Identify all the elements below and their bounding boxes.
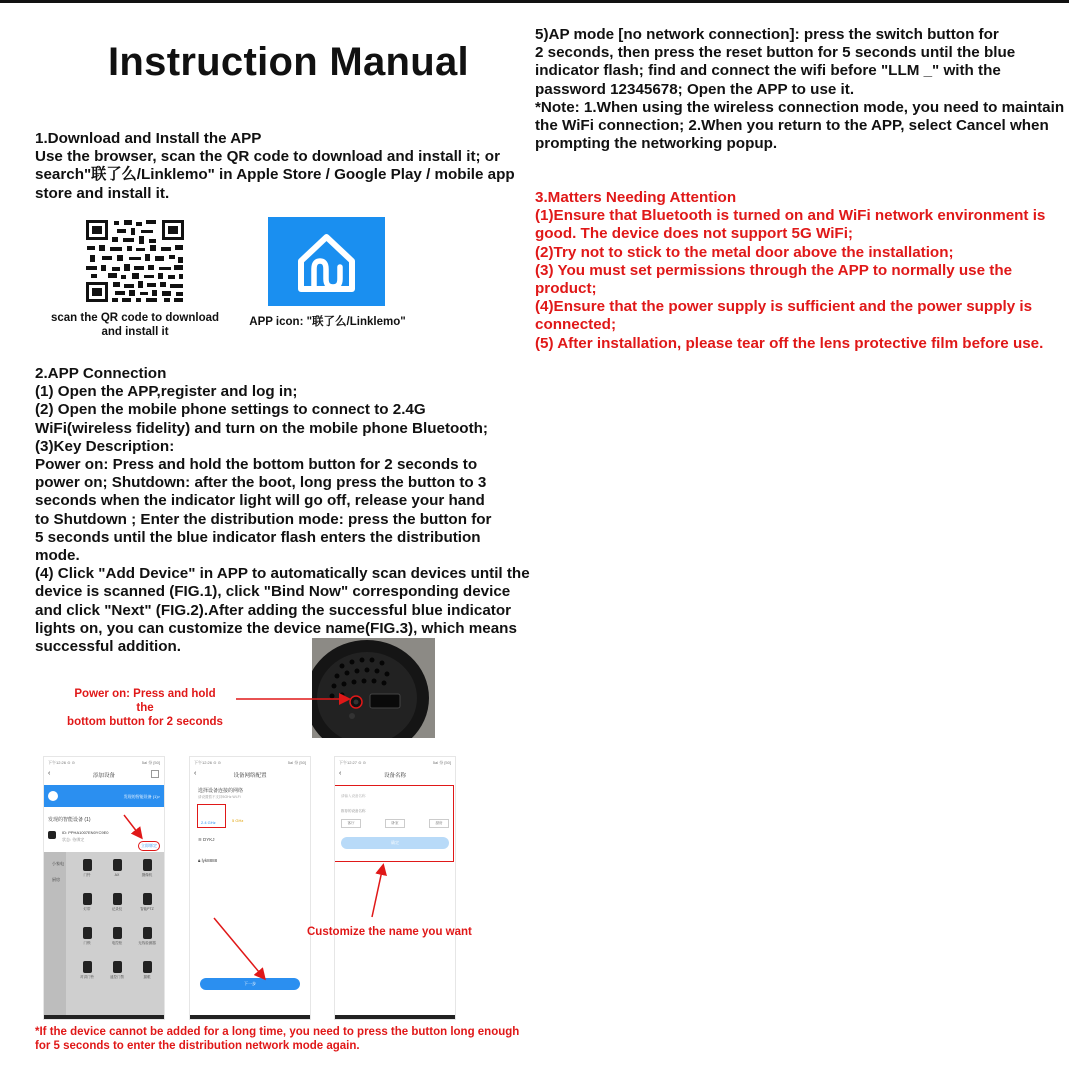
band-label: 2.4 GHz xyxy=(201,820,216,825)
wifi-name: DYKJ xyxy=(203,837,215,842)
device-category-label: 电控柜 xyxy=(111,941,123,945)
found-devices-label: 发现的智能设备 (1) xyxy=(48,817,91,823)
text-line: connected; xyxy=(535,316,617,334)
text-line: (3)Key Description: xyxy=(35,437,175,455)
status-time: 下午12:26 ⊙ ⊙ xyxy=(194,760,221,765)
bind-arrow xyxy=(124,815,141,837)
caption-line: and install it xyxy=(101,326,169,338)
bind-now-button[interactable]: 立即绑定 xyxy=(138,841,160,851)
text-line: successful addition. xyxy=(35,638,182,656)
text-line: mode. xyxy=(35,547,80,565)
device-category-label: 门铃 xyxy=(83,873,91,877)
status-time: 下午12:26 ⊙ ⊙ xyxy=(48,760,75,765)
note-line: Power on: Press and hold the xyxy=(74,688,216,714)
text-line: (4)Ensure that the power supply is sufficient and the power supply is xyxy=(535,298,1033,316)
text-line: (5) After installation, please tear off the lens protective film before use. xyxy=(535,334,1044,352)
text-line: Use the browser, scan the QR code to download and install it; or xyxy=(35,148,500,166)
band-5g-option[interactable]: 5 GHz xyxy=(232,818,244,823)
device-category-label: 灯带 xyxy=(83,907,91,911)
page-title: Instruction Manual xyxy=(108,40,469,84)
name-chip[interactable]: 厨房 xyxy=(429,819,449,828)
customize-note: Customize the name you want xyxy=(307,926,472,938)
wifi-item[interactable]: 🔒︎ lyk8888 xyxy=(198,858,218,863)
text-line: product; xyxy=(535,280,597,298)
device-category-label: 记录仪 xyxy=(111,907,123,911)
device-category-label: 智能PTZ xyxy=(140,907,154,911)
footer-note xyxy=(35,1025,519,1053)
device-category-label: 猫眼 xyxy=(143,975,151,979)
text-line: *Note: 1.When using the wireless connection mode, you need to maintain xyxy=(535,98,1065,116)
text-line: 5)AP mode [no network connection]: press the switch button for xyxy=(535,26,999,43)
section-heading: 2.APP Connection xyxy=(35,365,167,382)
text-line: WiFi(wireless fidelity) and turn on the mobile phone Bluetooth; xyxy=(35,419,488,437)
category-item[interactable]: 小家电 xyxy=(52,861,64,866)
status-signal: 5al 奈 [50] xyxy=(432,760,451,765)
text-line: search"联了么/Linklemo" in Apple Store / Google Play / mobile app xyxy=(35,166,515,184)
wifi-name: lyk8888 xyxy=(201,858,218,863)
text-line: seconds when the indicator light will go off, release your hand xyxy=(35,492,485,510)
text-line: good. The device does not support 5G WiFi; xyxy=(535,225,853,243)
section-heading: 1.Download and Install the APP xyxy=(35,130,262,147)
wifi-item[interactable]: ≋ DYKJ xyxy=(198,837,215,842)
status-signal: 5al 奈 [50] xyxy=(141,760,160,765)
text-line: (2)Try not to stick to the metal door above the installation; xyxy=(535,243,954,261)
back-icon[interactable]: ‹ xyxy=(194,770,197,777)
text-line: and click "Next" (FIG.2).After adding the successful blue indicator xyxy=(35,601,512,619)
screen-title: 设备网络配置 xyxy=(233,773,267,779)
text-line: (1)Ensure that Bluetooth is turned on and WiFi network environment is xyxy=(535,207,1046,225)
text-line: (1) Open the APP,register and log in; xyxy=(35,383,298,401)
name-chip[interactable]: 卧室 xyxy=(385,819,405,828)
name-chip[interactable]: 客厅 xyxy=(341,819,361,828)
text-line: 5 seconds until the blue indicator flash enters the distribution xyxy=(35,528,481,546)
back-icon[interactable]: ‹ xyxy=(339,770,342,777)
status-signal: 5al 奈 [50] xyxy=(287,760,306,765)
category-item[interactable]: 厨房 xyxy=(52,877,60,882)
note-line: *If the device cannot be added for a long time, you need to press the button long enough xyxy=(35,1026,520,1038)
network-prompt: 选择设备连接的网络 xyxy=(198,788,244,794)
section-attention xyxy=(535,189,1045,353)
next-arrow xyxy=(214,918,264,978)
section-heading: 3.Matters Needing Attention xyxy=(535,189,737,206)
text-line: (2) Open the mobile phone settings to connect to 2.4G xyxy=(35,401,426,419)
text-line: store and install it. xyxy=(35,184,170,202)
device-category-label: AX xyxy=(114,873,120,877)
note-line: for 5 seconds to enter the distribution network mode again. xyxy=(35,1040,360,1052)
app-icon-caption: APP icon: "联了么/Linklemo" xyxy=(249,316,406,328)
network-subtext: 请设置暂不支持5GHz Wi-Fi xyxy=(198,795,241,799)
text-line: the WiFi connection; 2.When you return to the APP, select Cancel when xyxy=(535,117,1049,135)
section-ap-mode xyxy=(535,26,1064,153)
caption-line: scan the QR code to download xyxy=(50,312,220,324)
text-line: password 12345678; Open the APP to use it. xyxy=(535,80,855,98)
text-line: (4) Click "Add Device" in APP to automatically scan devices until the xyxy=(35,565,530,583)
status-time: 下午12:27 ⊙ ⊙ xyxy=(339,760,366,765)
text-line: device is scanned (FIG.1), click "Bind Now" corresponding device xyxy=(35,583,511,601)
banner-link: 发现的智能设备 (1)> xyxy=(123,794,160,799)
text-line: to Shutdown ; Enter the distribution mode: press the button for xyxy=(35,510,492,528)
text-line: 2 seconds, then press the reset button for 5 seconds until the blue xyxy=(535,44,1016,62)
screen-title: 设备名称 xyxy=(383,773,406,779)
text-line: (3) You must set permissions through the APP to normally use the xyxy=(535,261,1013,279)
next-button[interactable]: 下一步 xyxy=(200,978,300,990)
device-category-label: 无线检测器 xyxy=(138,941,156,945)
back-icon[interactable]: ‹ xyxy=(48,770,51,777)
text-line: Power on: Press and hold the bottom button for 2 seconds to xyxy=(35,456,478,474)
customize-arrow xyxy=(372,866,383,917)
device-id: ID: PPHA1007EN0YC9E0 xyxy=(62,830,109,835)
device-category-label: 遥控门禁 xyxy=(110,975,124,979)
screen-title: 添加设备 xyxy=(92,773,115,779)
confirm-button[interactable]: 确定 xyxy=(341,837,449,849)
device-category-label: 对讲门铃 xyxy=(80,975,94,979)
text-line: lights on, you can customize the device name(FIG.3), which means xyxy=(35,619,517,637)
text-line: power on; Shutdown: after the boot, long press the button to 3 xyxy=(35,474,487,492)
device-category-label: 门锁 xyxy=(83,941,91,945)
name-hint: 推荐的设备名称 xyxy=(341,809,366,813)
device-status: 状态: 待绑定 xyxy=(62,837,85,842)
text-line: prompting the networking popup. xyxy=(535,135,778,153)
text-line: indicator flash; find and connect the wifi before "LLM _" with the xyxy=(535,62,1001,80)
device-name-input[interactable]: 请输入设备名称 xyxy=(341,794,366,798)
device-category-label: 摄像机 xyxy=(141,873,153,877)
note-line: bottom button for 2 seconds xyxy=(67,716,223,728)
